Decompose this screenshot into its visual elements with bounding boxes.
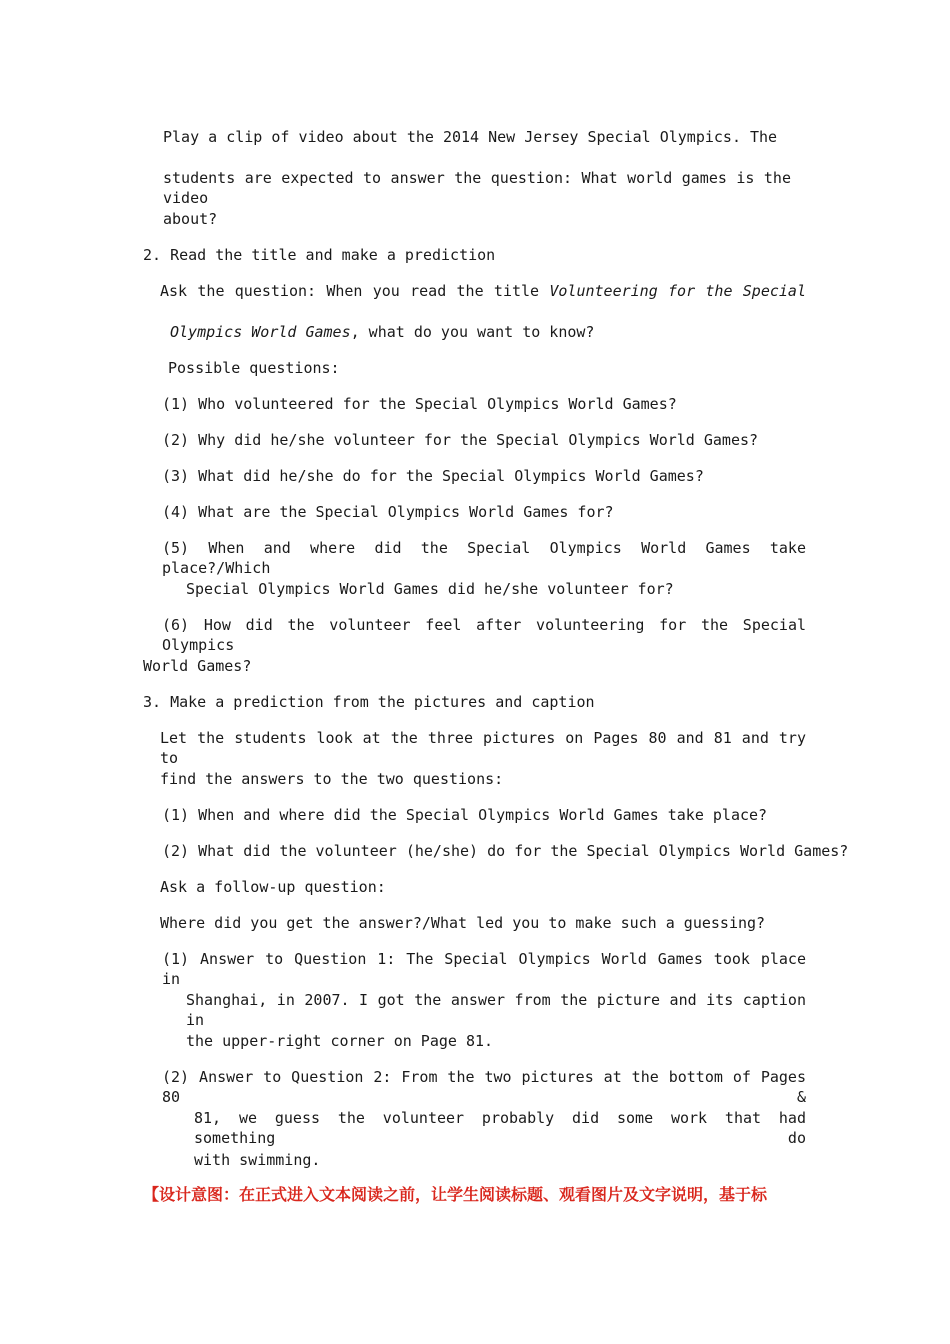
answer-2-line-2: 81, we guess the volunteer probably did some work that had something do — [194, 1109, 806, 1147]
ask-prefix: Ask the question: When you read the title — [160, 282, 540, 300]
intro-line-1: Play a clip of video about the 2014 New Jersey Special Olympics. The — [163, 128, 778, 146]
ask-suffix: , what do you want to know? — [350, 323, 595, 341]
design-intent-note: 【设计意图：在正式进入文本阅读之前，让学生阅读标题、观看图片及文字说明，基于标 — [143, 1185, 768, 1204]
answer-1-line-1: (1) Answer to Question 1: The Special Olympics World Games took place in — [162, 950, 806, 988]
question-6-line-1: (6) How did the volunteer feel after volunteering for the Special Olympics — [162, 616, 806, 654]
answer-2-line-3: with swimming. — [194, 1151, 321, 1169]
question-6-line-2: World Games? — [143, 657, 252, 675]
answer-2-line-1: (2) Answer to Question 2: From the two pictures at the bottom of Pages 80 & — [162, 1068, 806, 1106]
step2-ask-line-2 — [170, 322, 594, 342]
question-4: (4) What are the Special Olympics World Games for? — [162, 503, 614, 521]
follow-up-label: Ask a follow-up question: — [160, 878, 386, 896]
possible-questions-label: Possible questions: — [168, 359, 340, 377]
answer-1-line-3: the upper-right corner on Page 81. — [186, 1032, 494, 1050]
step3-let-line-1: Let the students look at the three pictures on Pages 80 and 81 and try to — [160, 729, 806, 767]
step3-let-line-2: find the answers to the two questions: — [160, 770, 504, 788]
ask-title-b: Olympics World Games — [170, 323, 351, 341]
step3-question-1: (1) When and where did the Special Olympics World Games take place? — [162, 806, 768, 824]
step2-ask-line — [160, 281, 806, 301]
question-2: (2) Why did he/she volunteer for the Special Olympics World Games? — [162, 431, 759, 449]
answer-1-line-2: Shanghai, in 2007. I got the answer from the picture and its caption in — [186, 991, 806, 1029]
ask-title-a: Volunteering for the Special — [549, 282, 806, 300]
step3-heading: 3. Make a prediction from the pictures and caption — [143, 693, 595, 711]
intro-line-2: students are expected to answer the question: What world games is the video — [163, 169, 791, 207]
step2-heading: 2. Read the title and make a prediction — [143, 246, 496, 264]
question-5-line-1: (5) When and where did the Special Olympics World Games take place?/Which — [162, 539, 806, 577]
question-5-line-2: Special Olympics World Games did he/she volunteer for? — [186, 580, 674, 598]
question-1: (1) Who volunteered for the Special Olympics World Games? — [162, 395, 677, 413]
intro-line-3: about? — [163, 210, 218, 228]
question-3: (3) What did he/she do for the Special Olympics World Games? — [162, 467, 704, 485]
step3-question-2: (2) What did the volunteer (he/she) do for the Special Olympics World Games? — [162, 842, 849, 860]
follow-up-question: Where did you get the answer?/What led you to make such a guessing? — [160, 914, 766, 932]
